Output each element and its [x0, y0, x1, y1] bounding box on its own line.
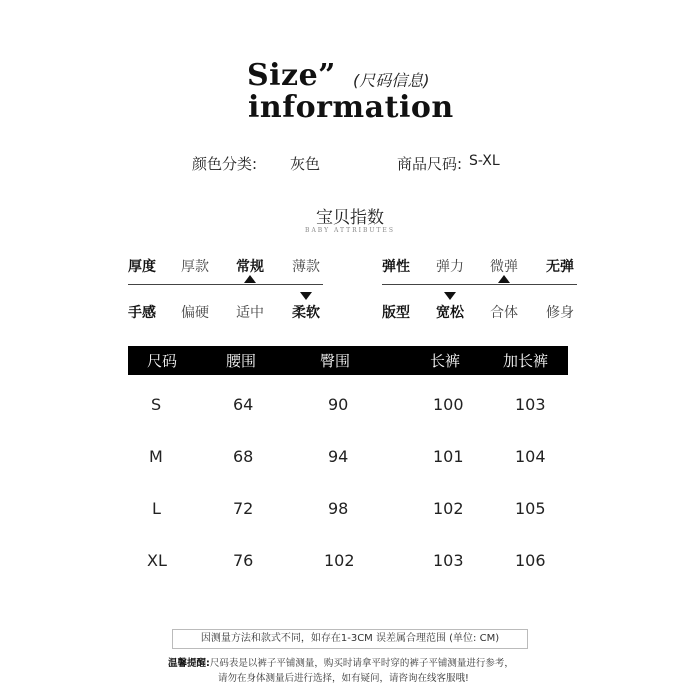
thickness-option-thick: 厚款: [181, 259, 209, 275]
color-label: 颜色分类:: [192, 155, 258, 173]
header-waist: 腰围: [226, 352, 257, 370]
cell-long-pants-length: 106: [515, 551, 546, 570]
cell-pants-length: 103: [433, 551, 464, 570]
cell-pants-length: 102: [433, 499, 464, 518]
cell-pants-length: 100: [433, 395, 464, 414]
cell-hip: 90: [328, 395, 349, 414]
cell-hip: 98: [328, 499, 349, 518]
cell-long-pants-length: 103: [515, 395, 546, 414]
fit-option-regular: 合体: [490, 305, 518, 321]
cell-waist: 68: [233, 447, 254, 466]
elasticity-scale-line: [382, 284, 577, 285]
cell-pants-length: 101: [433, 447, 464, 466]
title-subtitle: (尺码信息): [353, 71, 430, 90]
header-hip: 臀围: [320, 352, 351, 370]
title-size: Size”: [247, 58, 336, 93]
color-value: 灰色: [290, 155, 321, 173]
fit-marker-icon: [444, 292, 456, 300]
cell-size: L: [152, 499, 161, 518]
cell-waist: 64: [233, 395, 254, 414]
tip-label: 温馨提醒:: [168, 658, 210, 669]
fit-option-loose: 宽松: [436, 305, 464, 321]
measurement-note: 因测量方法和款式不同，如存在1-3CM 误差属合理范围 (单位: CM): [172, 629, 528, 649]
feel-option-soft: 柔软: [292, 305, 320, 321]
cell-size: S: [151, 395, 162, 414]
tip-line-2: 请勿在身体测量后进行选择，如有疑问，请咨询在线客服哦!: [218, 673, 469, 684]
thickness-option-thin: 薄款: [292, 259, 320, 275]
size-value: S-XL: [469, 153, 500, 169]
title-information: information: [248, 90, 454, 125]
thickness-option-regular: 常规: [236, 259, 264, 275]
cell-size: M: [149, 447, 163, 466]
feel-option-medium: 适中: [236, 305, 264, 321]
elasticity-option-stretch: 弹力: [436, 259, 464, 275]
cell-hip: 102: [324, 551, 355, 570]
elasticity-label: 弹性: [382, 259, 410, 275]
header-long-pants-length: 加长裤: [503, 352, 549, 370]
cell-waist: 72: [233, 499, 254, 518]
section-subtitle: BABY ATTRIBUTES: [305, 227, 395, 234]
header-pants-length: 长裤: [430, 352, 461, 370]
fit-option-slim: 修身: [546, 305, 574, 321]
cell-waist: 76: [233, 551, 254, 570]
thickness-label: 厚度: [128, 259, 156, 275]
feel-marker-icon: [300, 292, 312, 300]
elasticity-option-none: 无弹: [546, 259, 574, 275]
cell-size: XL: [147, 551, 167, 570]
fit-label: 版型: [382, 305, 410, 321]
header-size: 尺码: [147, 352, 178, 370]
cell-long-pants-length: 105: [515, 499, 546, 518]
section-title: 宝贝指数: [316, 208, 384, 228]
size-table-header: [128, 346, 568, 375]
feel-option-hard: 偏硬: [181, 305, 209, 321]
cell-hip: 94: [328, 447, 349, 466]
feel-label: 手感: [128, 305, 156, 321]
thickness-scale-line: [128, 284, 323, 285]
tip-text-1: 尺码表是以裤子平铺测量，购买时请拿平时穿的裤子平铺测量进行参考，: [209, 658, 514, 669]
elasticity-option-slight: 微弹: [490, 259, 518, 275]
thickness-marker-icon: [244, 275, 256, 283]
size-label: 商品尺码:: [397, 155, 463, 173]
tip-line-1: [168, 655, 514, 669]
cell-long-pants-length: 104: [515, 447, 546, 466]
elasticity-marker-icon: [498, 275, 510, 283]
